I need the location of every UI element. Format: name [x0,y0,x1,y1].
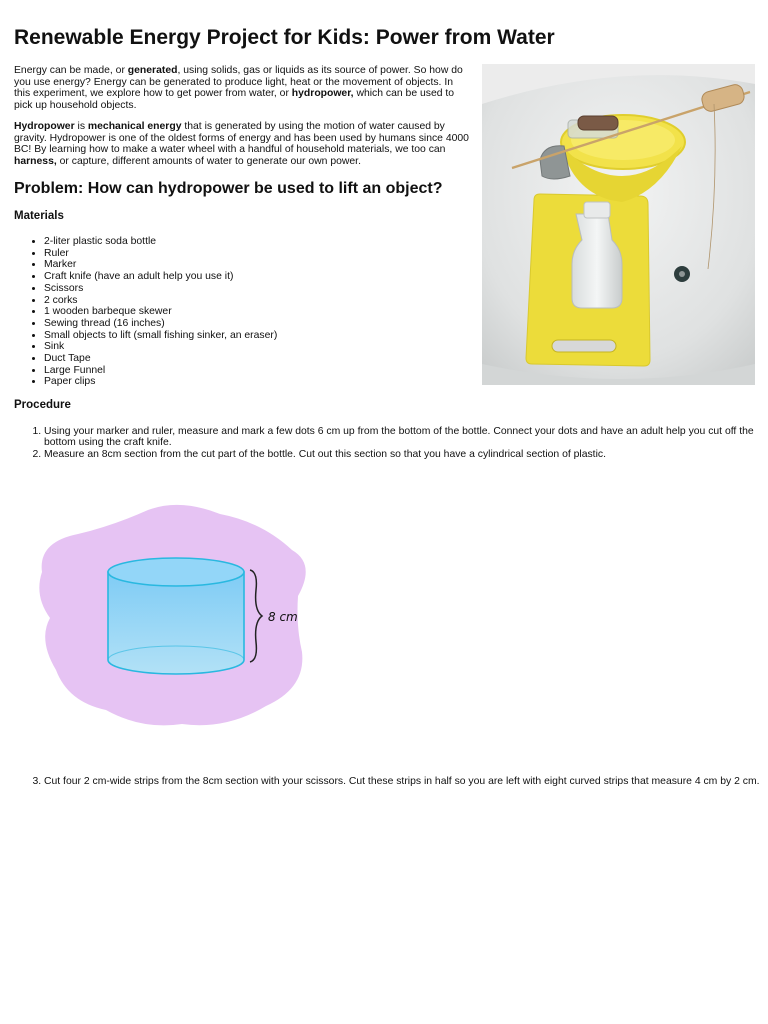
text-segment: that is generated by using the motion of water caused by gravity. Hydropower is one of the oldest forms of energy and has been used by humans since 4000 BC! By learning how to make a water wheel with a handful of household materials, we too can [14,121,469,156]
list-item: • Duct Tape [44,353,484,365]
procedure-steps [14,426,768,460]
list-item: • Scissors [44,283,484,295]
list-item: • Marker [44,259,484,271]
water-wheel-photo [482,64,755,385]
list-item: • 1 wooden barbeque skewer [44,306,484,318]
list-item: • Sewing thread (16 inches) [44,318,484,330]
list-item: • Craft knife (have an adult help you use it) [44,271,484,283]
cylinder-diagram [30,500,320,732]
list-item: • Paper clips [44,376,484,388]
list-item: • Ruler [44,248,484,260]
text-segment: or capture, different amounts of water to generate our own power. [56,155,361,167]
list-item: • 2-liter plastic soda bottle [44,236,484,248]
materials-list [14,236,484,388]
text-segment: is [74,121,88,132]
text-segment: Energy can be made, or [14,65,128,76]
materials-heading: Materials [14,210,64,222]
procedure-step-1: 1. Using your marker and ruler, measure and mark a few dots 6 cm up from the bottom of the bottle. Connect your dots and have an adult help you cut off the bottom using the craft knife. [44,426,768,449]
cylinder-body [108,572,244,674]
procedure-steps-continued [14,776,768,787]
bold-term: Hydropower [14,121,75,132]
page-title: Renewable Energy Project for Kids: Power from Water [14,26,555,49]
bold-term: hydropower, [291,88,354,100]
list-item: • Large Funnel [44,365,484,377]
procedure-step-2: 2. Measure an 8cm section from the cut part of the bottle. Cut out this section so that you have a cylindrical section of plastic. [44,449,768,460]
list-item: • 2 corks [44,295,484,307]
cylinder-top [108,558,244,586]
problem-heading: Problem: How can hydropower be used to lift an object? [14,180,443,197]
list-item: • Sink [44,341,484,353]
measure-label: 8 cm [268,610,298,624]
intro-paragraph-1 [14,65,470,111]
procedure-heading: Procedure [14,399,71,411]
bold-term: generated [127,65,178,76]
text-segment: , using solids, gas or liquids as its source of power. So how do you use energy? Energy can be generated to produce light, heat or the movement of objects. In this experiment, we explore how to get power from water, or [14,65,463,100]
intro-paragraph-2 [14,121,470,167]
bold-term: mechanical energy [87,121,182,132]
bold-term: harness, [14,155,57,167]
procedure-step-3: 3. Cut four 2 cm-wide strips from the 8cm section with your scissors. Cut these strips in half so you are left with eight curved strips that measure 4 cm by 2 cm. [44,776,768,787]
list-item: • Small objects to lift (small fishing sinker, an eraser) [44,330,484,342]
text-segment: which can be used to pick up household objects. [14,88,455,111]
